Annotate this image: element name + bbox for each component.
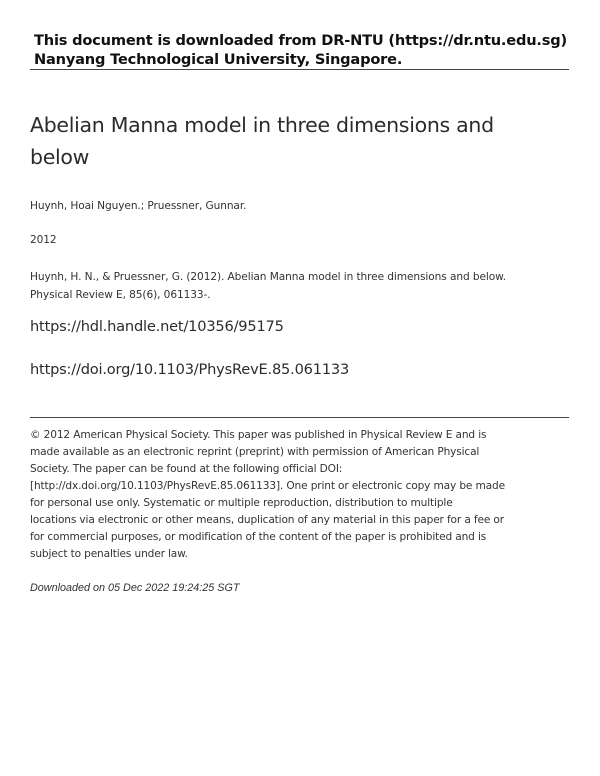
copyright-line: for commercial purposes, or modification of the content of the paper is prohibited and is (30, 531, 487, 543)
handle-link[interactable]: https://hdl.handle.net/10356/95175 (30, 318, 284, 335)
citation-line-1: Huynh, H. N., & Pruessner, G. (2012). Abelian Manna model in three dimensions and below. (30, 271, 506, 283)
copyright-line: subject to penalties under law. (30, 548, 188, 560)
repository-header (34, 31, 570, 69)
header-divider (30, 69, 569, 70)
content-divider (30, 417, 569, 418)
citation-line-2: Physical Review E, 85(6), 061133-. (30, 289, 211, 301)
citation (30, 268, 530, 304)
copyright-line: made available as an electronic reprint (preprint) with permission of American Physical (30, 446, 480, 458)
copyright-line: Society. The paper can be found at the following official DOI: (30, 463, 343, 475)
copyright-line: locations via electronic or other means, duplication of any material in this paper for a fee or (30, 514, 504, 526)
copyright-line: [http://dx.doi.org/10.1103/PhysRevE.85.061133]. One print or electronic copy may be made (30, 480, 505, 492)
repository-header-line-2: Nanyang Technological University, Singapore. (34, 51, 403, 68)
document-title (30, 109, 500, 173)
copyright-line: for personal use only. Systematic or multiple reproduction, distribution to multiple (30, 497, 453, 509)
repository-header-line-1: This document is downloaded from DR-NTU (https://dr.ntu.edu.sg) (34, 32, 567, 49)
copyright-notice (30, 427, 505, 563)
download-timestamp: Downloaded on 05 Dec 2022 19:24:25 SGT (30, 582, 240, 594)
authors: Huynh, Hoai Nguyen.; Pruessner, Gunnar. (30, 200, 247, 212)
copyright-line: © 2012 American Physical Society. This paper was published in Physical Review E and is (30, 429, 487, 441)
doi-link[interactable]: https://doi.org/10.1103/PhysRevE.85.061133 (30, 361, 350, 378)
publication-year: 2012 (30, 234, 57, 246)
document-title-line-2: below (30, 145, 90, 169)
document-title-line-1: Abelian Manna model in three dimensions and (30, 113, 494, 137)
